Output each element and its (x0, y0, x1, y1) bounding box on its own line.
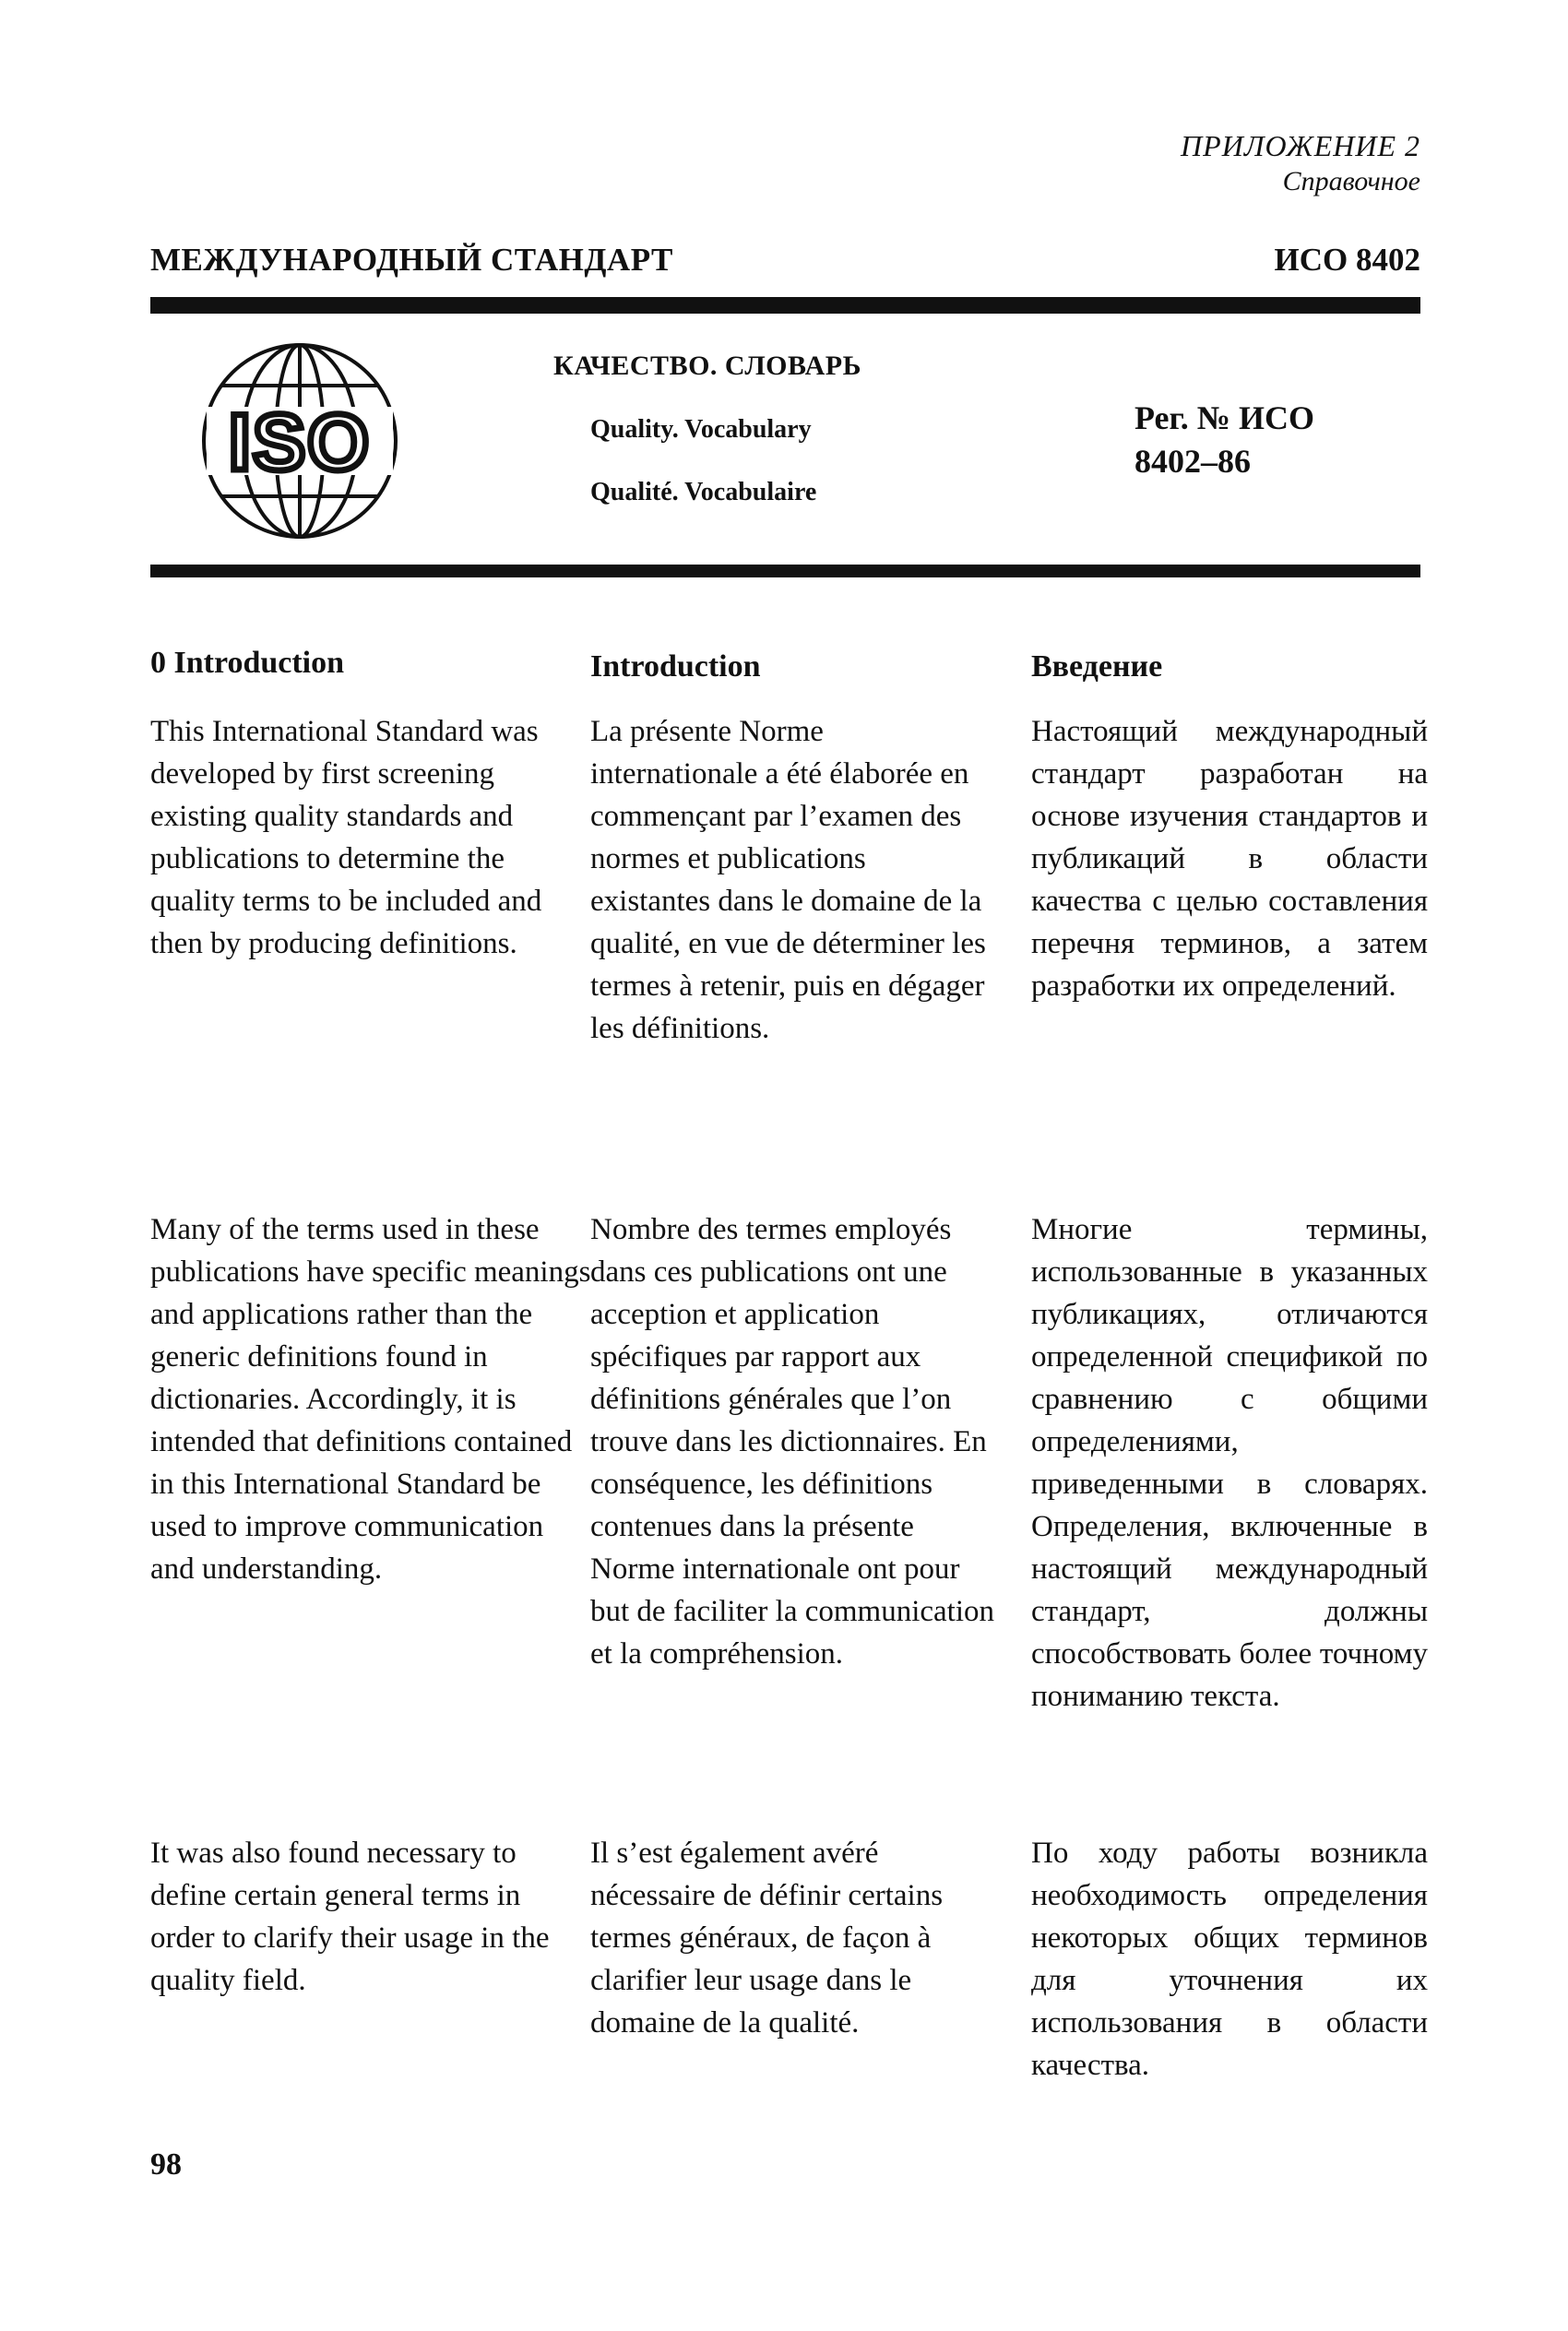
paragraph-en-2: Many of the terms used in these publications have specific meanings and applications rather than the generic definitions found in dictionaries. Accordingly, it is intended that definitions contained in this International Standard be used to improve communication and understanding. (150, 1213, 591, 1586)
standard-title: МЕЖДУНАРОДНЫЙ СТАНДАРТ (150, 242, 673, 278)
vocabulary-title-en: Quality. Vocabulary (590, 415, 812, 444)
paragraph-ru-3: По ходу работы возникла необходимость определения некоторых общих терминов для уточнения их использования в области качества. (1031, 1837, 1428, 2082)
appendix-block (1181, 127, 1420, 199)
paragraph-fr-3: Il s’est également avéré nécessaire de définir certains termes généraux, de façon à clarifier leur usage dans le domaine de la qualité. (590, 1837, 944, 2040)
registration-number (1134, 397, 1314, 483)
appendix-label: ПРИЛОЖЕНИЕ 2 (1181, 129, 1420, 162)
page-number: 98 (150, 2147, 182, 2182)
paragraph-fr-1: La présente Norme internationale a été élaborée en commençant par l’examen des normes et publications existantes dans le domaine de la qualité, en vue de déterminer les termes à retenir, puis en dégager les définitions. (590, 715, 986, 1045)
registration-line-1: Рег. № ИСО (1134, 399, 1314, 436)
paragraph-fr-2: Nombre des termes employés dans ces publications ont une acception et application spécifiques par rapport aux définitions générales que l’on trouve dans les dictionnaires. En conséquence, les définitions contenues dans la présente Norme internationale ont pour but de faciliter la communication et la compréhension. (590, 1213, 995, 1671)
column-english (150, 642, 593, 718)
paragraph-ru-1: Настоящий международный стандарт разработан на основе изучения стандартов и публикаций в области качества с целью составления перечня терминов, а затем разработки их определений. (1031, 715, 1428, 1003)
top-rule (150, 297, 1420, 314)
appendix-type: Справочное (1282, 166, 1420, 196)
header-bottom-rule (150, 565, 1420, 577)
paragraph-en-3: It was also found necessary to define certain general terms in order to clarify their usage in the quality field. (150, 1837, 550, 1997)
heading-fr: Introduction (590, 649, 761, 684)
vocabulary-titles (553, 351, 861, 507)
logo-text: ISO (228, 398, 372, 487)
paragraph-en-1: This International Standard was developed by first screening existing quality standards and publications to determine the quality terms to be included and then by producing definitions. (150, 715, 542, 960)
vocabulary-title-fr: Qualité. Vocabulaire (590, 478, 817, 506)
standard-number: ИСО 8402 (1274, 242, 1420, 278)
registration-line-2: 8402–86 (1134, 442, 1251, 480)
heading-ru: Введение (1031, 649, 1163, 684)
paragraph-ru-2: Многие термины, использованные в указанных публикациях, отличаются определенной спецификой по сравнению с общими определениями, приведенными в словарях. Определения, включенные в настоящий международный стандарт, должны способствовать более точному пониманию текста. (1031, 1213, 1428, 1713)
iso-logo-icon (194, 335, 406, 547)
vocabulary-title-ru: КАЧЕСТВО. СЛОВАРЬ (553, 351, 861, 381)
heading-en: 0 Introduction (150, 646, 345, 680)
